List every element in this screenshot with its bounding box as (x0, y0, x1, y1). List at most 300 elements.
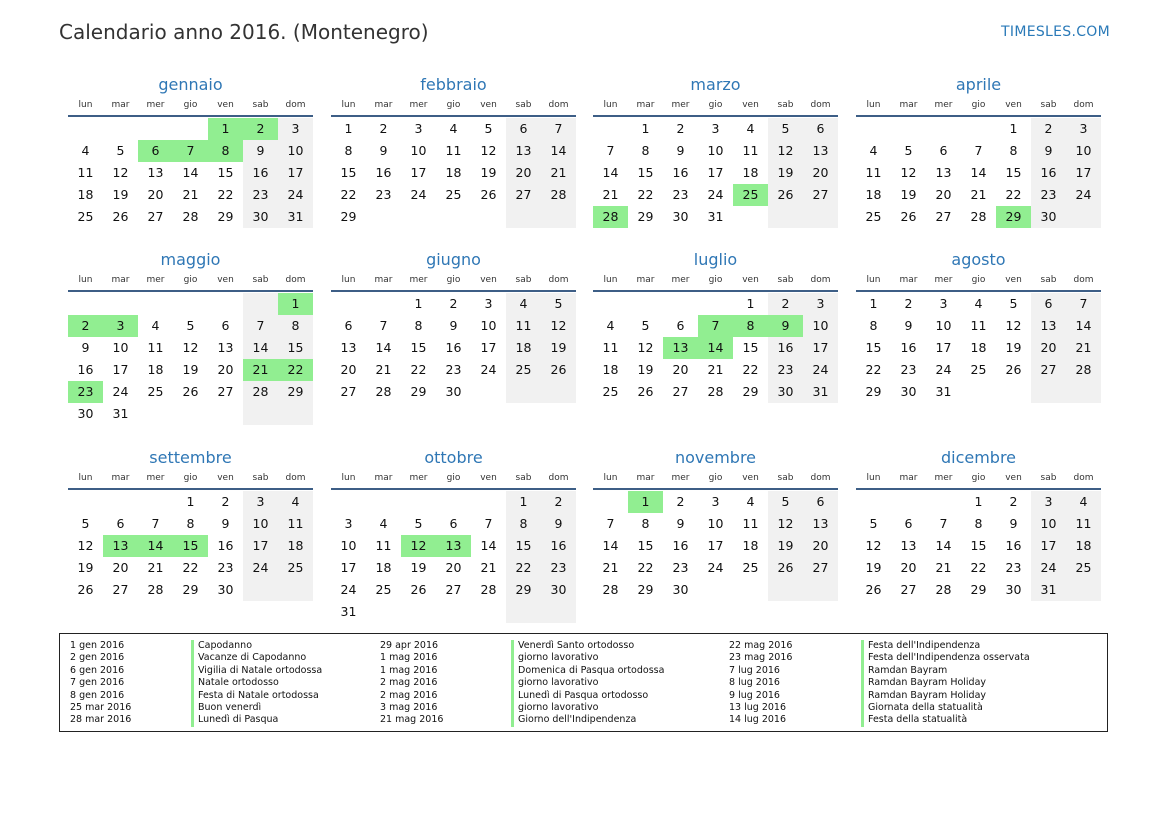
day-cell: 10 (278, 140, 313, 162)
day-cell: 16 (445, 340, 462, 355)
holiday-date: 28 mar 2016 (70, 714, 132, 726)
day-cell: 17 (803, 337, 838, 359)
weekday-label: ven (742, 473, 759, 483)
day-cell: 4 (379, 516, 388, 531)
empty-cell (436, 206, 471, 228)
empty-cell (366, 601, 401, 623)
holiday-date: 7 gen 2016 (70, 677, 125, 689)
day-grid (331, 491, 576, 623)
day-cell: 9 (676, 516, 685, 531)
day-cell: 16 (217, 538, 234, 553)
empty-cell (663, 293, 698, 315)
weekday-header (856, 472, 1101, 490)
day-cell: 21 (602, 560, 619, 575)
holiday-name: Festa di Natale ortodossa (191, 690, 319, 702)
day-cell: 25 (865, 209, 882, 224)
weekday-label: ven (480, 275, 497, 285)
month-settembre (68, 447, 313, 601)
month-name: agosto (951, 250, 1006, 269)
holiday-name: Buon venerdì (191, 702, 261, 714)
day-cell: 3 (1031, 491, 1066, 513)
day-cell: 20 (935, 187, 952, 202)
empty-cell (768, 579, 803, 601)
day-cell: 16 (900, 340, 917, 355)
day-cell: 4 (746, 494, 755, 509)
weekday-label: mar (111, 100, 130, 110)
day-cell: 23 (672, 560, 689, 575)
day-cell: 11 (742, 143, 759, 158)
weekday-label: sab (252, 100, 269, 110)
empty-cell (593, 491, 628, 513)
weekday-label: sab (515, 100, 532, 110)
day-cell: 7 (243, 315, 278, 337)
day-cell: 28 (182, 209, 199, 224)
day-cell: 15 (742, 340, 759, 355)
empty-cell (138, 403, 173, 425)
day-cell: 5 (81, 516, 90, 531)
weekday-label: gio (446, 100, 461, 110)
day-grid (331, 118, 576, 228)
day-cell: 18 (970, 340, 987, 355)
holiday-date: 1 mag 2016 (380, 652, 438, 664)
holiday-date: 2 mag 2016 (380, 677, 438, 689)
day-cell: 24 (1066, 184, 1101, 206)
day-cell: 13 (935, 165, 952, 180)
day-cell: 13 (147, 165, 164, 180)
day-cell: 18 (77, 187, 94, 202)
day-cell: 15 (410, 340, 427, 355)
day-cell: 10 (243, 513, 278, 535)
weekday-label: gio (446, 473, 461, 483)
day-cell: 21 (182, 187, 199, 202)
day-grid (856, 293, 1101, 403)
weekday-label: mar (111, 275, 130, 285)
day-cell: 22 (970, 560, 987, 575)
weekday-label: ven (480, 473, 497, 483)
day-cell: 11 (375, 538, 392, 553)
day-cell: 18 (506, 337, 541, 359)
weekday-label: sab (1040, 275, 1057, 285)
day-cell: 17 (243, 535, 278, 557)
weekday-label: mer (409, 100, 428, 110)
holiday-day-cell: 13 (436, 535, 471, 557)
empty-cell (68, 118, 103, 140)
day-cell: 22 (217, 187, 234, 202)
day-cell: 17 (935, 340, 952, 355)
weekday-label: lun (78, 473, 93, 483)
day-cell: 15 (506, 535, 541, 557)
holiday-day-cell: 15 (173, 535, 208, 557)
day-cell: 11 (147, 340, 164, 355)
holiday-name: Ramdan Bayram Holiday (861, 690, 986, 702)
day-cell: 21 (970, 187, 987, 202)
day-cell: 24 (410, 187, 427, 202)
day-cell: 26 (768, 557, 803, 579)
day-cell: 20 (803, 162, 838, 184)
empty-cell (366, 206, 401, 228)
holiday-day-cell: 23 (68, 381, 103, 403)
day-cell: 11 (970, 318, 987, 333)
day-cell: 30 (445, 384, 462, 399)
weekday-label: mar (899, 473, 918, 483)
day-cell: 2 (676, 494, 685, 509)
empty-cell (698, 579, 733, 601)
day-cell: 19 (112, 187, 129, 202)
day-cell: 12 (541, 315, 576, 337)
holiday-name: giorno lavorativo (511, 677, 599, 689)
holiday-name: Festa dell'Indipendenza (861, 640, 980, 652)
weekday-label: mar (374, 100, 393, 110)
weekday-label: mar (111, 473, 130, 483)
day-cell: 15 (340, 165, 357, 180)
day-cell: 5 (904, 143, 913, 158)
day-cell: 12 (900, 165, 917, 180)
day-cell: 3 (711, 121, 720, 136)
day-cell: 26 (480, 187, 497, 202)
weekday-label: mer (671, 275, 690, 285)
day-cell: 16 (1005, 538, 1022, 553)
day-cell: 15 (637, 538, 654, 553)
holiday-day-cell: 13 (103, 535, 138, 557)
weekday-header (593, 99, 838, 117)
weekday-label: mer (934, 275, 953, 285)
day-cell: 12 (480, 143, 497, 158)
day-cell: 18 (742, 165, 759, 180)
day-cell: 10 (935, 318, 952, 333)
day-cell: 3 (484, 296, 493, 311)
day-cell: 17 (278, 162, 313, 184)
month-agosto (856, 249, 1101, 403)
day-cell: 19 (182, 362, 199, 377)
day-cell: 29 (182, 582, 199, 597)
day-cell: 22 (742, 362, 759, 377)
day-cell: 29 (340, 209, 357, 224)
day-cell: 20 (340, 362, 357, 377)
day-cell: 8 (186, 516, 195, 531)
day-cell: 10 (1066, 140, 1101, 162)
day-cell: 20 (900, 560, 917, 575)
day-cell: 24 (707, 560, 724, 575)
weekday-header (68, 274, 313, 292)
day-cell: 23 (672, 187, 689, 202)
weekday-label: dom (810, 473, 831, 483)
day-cell: 19 (410, 560, 427, 575)
weekday-label: sab (515, 275, 532, 285)
weekday-label: dom (1073, 100, 1094, 110)
day-cell: 14 (935, 538, 952, 553)
day-cell: 25 (77, 209, 94, 224)
day-cell: 15 (217, 165, 234, 180)
day-cell: 15 (278, 337, 313, 359)
day-cell: 31 (112, 406, 129, 421)
empty-cell (366, 491, 401, 513)
empty-cell (541, 601, 576, 623)
holiday-name: Lunedì di Pasqua (191, 714, 278, 726)
empty-cell (173, 293, 208, 315)
holiday-date: 14 lug 2016 (729, 714, 786, 726)
day-cell: 24 (707, 187, 724, 202)
day-cell: 9 (449, 318, 458, 333)
day-cell: 26 (637, 384, 654, 399)
day-cell: 5 (186, 318, 195, 333)
day-cell: 14 (541, 140, 576, 162)
day-cell: 30 (1005, 582, 1022, 597)
day-cell: 15 (1005, 165, 1022, 180)
day-cell: 7 (484, 516, 493, 531)
empty-cell (243, 403, 278, 425)
weekday-label: lun (603, 473, 618, 483)
day-cell: 2 (379, 121, 388, 136)
day-cell: 10 (707, 143, 724, 158)
page-title: Calendario anno 2016. (Montenegro) (59, 20, 429, 44)
day-cell: 23 (1005, 560, 1022, 575)
month-maggio (68, 249, 313, 425)
holiday-name: Ramdan Bayram (861, 665, 947, 677)
day-cell: 4 (869, 143, 878, 158)
day-cell: 26 (182, 384, 199, 399)
holiday-name: Venerdì Santo ortodosso (511, 640, 634, 652)
weekday-label: dom (810, 275, 831, 285)
day-cell: 27 (1031, 359, 1066, 381)
day-cell: 26 (900, 209, 917, 224)
weekday-label: gio (708, 275, 723, 285)
holiday-day-cell: 14 (138, 535, 173, 557)
day-cell: 2 (449, 296, 458, 311)
day-cell: 4 (278, 491, 313, 513)
weekday-label: ven (217, 100, 234, 110)
day-cell: 4 (746, 121, 755, 136)
empty-cell (803, 579, 838, 601)
day-cell: 2 (904, 296, 913, 311)
day-cell: 30 (217, 582, 234, 597)
holiday-name: giorno lavorativo (511, 702, 599, 714)
weekday-label: gio (183, 275, 198, 285)
day-cell: 6 (449, 516, 458, 531)
day-cell: 6 (506, 118, 541, 140)
day-cell: 30 (768, 381, 803, 403)
day-cell: 1 (746, 296, 755, 311)
day-cell: 16 (672, 538, 689, 553)
day-cell: 17 (480, 340, 497, 355)
day-cell: 6 (803, 118, 838, 140)
holiday-name: giorno lavorativo (511, 652, 599, 664)
weekday-label: mar (636, 100, 655, 110)
holiday-name: Festa della statualità (861, 714, 967, 726)
day-cell: 20 (506, 162, 541, 184)
empty-cell (436, 601, 471, 623)
day-cell: 10 (340, 538, 357, 553)
empty-cell (541, 206, 576, 228)
weekday-label: lun (341, 275, 356, 285)
day-cell: 4 (151, 318, 160, 333)
weekday-label: lun (866, 473, 881, 483)
day-cell: 23 (900, 362, 917, 377)
day-cell: 3 (278, 118, 313, 140)
holiday-date: 1 mag 2016 (380, 664, 438, 676)
day-cell: 13 (803, 140, 838, 162)
day-cell: 2 (221, 494, 230, 509)
empty-cell (593, 293, 628, 315)
weekday-header (856, 99, 1101, 117)
weekday-label: lun (866, 275, 881, 285)
weekday-label: ven (217, 473, 234, 483)
day-cell: 24 (480, 362, 497, 377)
weekday-label: ven (742, 100, 759, 110)
empty-cell (1066, 381, 1101, 403)
holiday-day-cell: 2 (68, 315, 103, 337)
day-cell: 25 (970, 362, 987, 377)
day-cell: 10 (803, 315, 838, 337)
day-cell: 5 (1009, 296, 1018, 311)
weekday-label: ven (1005, 473, 1022, 483)
day-cell: 16 (1031, 162, 1066, 184)
day-cell: 24 (243, 557, 278, 579)
empty-cell (331, 491, 366, 513)
day-cell: 13 (340, 340, 357, 355)
month-name: settembre (149, 448, 232, 467)
day-cell: 29 (506, 579, 541, 601)
empty-cell (471, 491, 506, 513)
day-cell: 9 (243, 140, 278, 162)
holiday-date: 6 gen 2016 (70, 664, 125, 676)
weekday-label: mar (899, 100, 918, 110)
weekday-header (593, 274, 838, 292)
weekday-label: sab (252, 275, 269, 285)
day-cell: 26 (768, 184, 803, 206)
day-cell: 31 (1031, 579, 1066, 601)
day-cell: 27 (935, 209, 952, 224)
month-marzo (593, 74, 838, 228)
day-cell: 19 (768, 535, 803, 557)
empty-cell (68, 491, 103, 513)
day-cell: 14 (375, 340, 392, 355)
day-grid (331, 293, 576, 403)
day-cell: 18 (602, 362, 619, 377)
day-cell: 7 (379, 318, 388, 333)
weekday-label: mer (146, 473, 165, 483)
day-cell: 27 (803, 557, 838, 579)
weekday-header (593, 472, 838, 490)
day-cell: 16 (243, 162, 278, 184)
weekday-label: mer (671, 473, 690, 483)
day-cell: 5 (768, 118, 803, 140)
month-febbraio (331, 74, 576, 228)
day-cell: 17 (1031, 535, 1066, 557)
month-novembre (593, 447, 838, 601)
day-cell: 6 (904, 516, 913, 531)
day-cell: 14 (182, 165, 199, 180)
month-name: luglio (693, 250, 738, 269)
day-cell: 19 (637, 362, 654, 377)
empty-cell (1066, 579, 1101, 601)
day-grid (593, 118, 838, 228)
holiday-date: 22 mag 2016 (729, 640, 793, 651)
day-cell: 9 (541, 513, 576, 535)
day-cell: 26 (77, 582, 94, 597)
day-cell: 12 (637, 340, 654, 355)
day-cell: 22 (637, 187, 654, 202)
holiday-name: Natale ortodosso (191, 677, 279, 689)
brand-link[interactable]: TIMESLES.COM (1001, 24, 1110, 40)
weekday-label: mer (934, 473, 953, 483)
weekday-label: lun (341, 100, 356, 110)
weekday-label: sab (515, 473, 532, 483)
holiday-date: 29 apr 2016 (380, 640, 439, 651)
day-cell: 6 (116, 516, 125, 531)
day-cell: 20 (445, 560, 462, 575)
empty-cell (208, 403, 243, 425)
day-cell: 2 (1009, 494, 1018, 509)
day-cell: 8 (641, 143, 650, 158)
empty-cell (243, 579, 278, 601)
day-cell: 22 (410, 362, 427, 377)
day-cell: 9 (379, 143, 388, 158)
day-cell: 10 (410, 143, 427, 158)
day-cell: 9 (676, 143, 685, 158)
weekday-label: gio (971, 275, 986, 285)
day-cell: 8 (344, 143, 353, 158)
month-name: novembre (674, 448, 757, 467)
day-cell: 25 (278, 557, 313, 579)
day-cell: 17 (410, 165, 427, 180)
empty-cell (68, 293, 103, 315)
weekday-header (68, 99, 313, 117)
day-cell: 17 (707, 538, 724, 553)
day-cell: 12 (768, 513, 803, 535)
holiday-date: 7 lug 2016 (729, 664, 780, 676)
day-cell: 13 (506, 140, 541, 162)
weekday-label: mar (636, 275, 655, 285)
day-cell: 12 (182, 340, 199, 355)
holiday-day-cell: 1 (278, 293, 313, 315)
weekday-label: dom (548, 100, 569, 110)
empty-cell (138, 491, 173, 513)
empty-cell (996, 381, 1031, 403)
day-cell: 9 (904, 318, 913, 333)
day-cell: 1 (1009, 121, 1018, 136)
day-cell: 7 (974, 143, 983, 158)
day-cell: 18 (865, 187, 882, 202)
day-cell: 29 (278, 381, 313, 403)
empty-cell (471, 601, 506, 623)
day-cell: 25 (445, 187, 462, 202)
day-cell: 19 (865, 560, 882, 575)
day-cell: 18 (445, 165, 462, 180)
day-cell: 1 (414, 296, 423, 311)
weekday-label: lun (603, 100, 618, 110)
month-dicembre (856, 447, 1101, 601)
empty-cell (891, 118, 926, 140)
day-cell: 15 (637, 165, 654, 180)
day-cell: 5 (484, 121, 493, 136)
day-cell: 15 (865, 340, 882, 355)
weekday-label: sab (1040, 100, 1057, 110)
day-cell: 1 (186, 494, 195, 509)
day-cell: 9 (1031, 140, 1066, 162)
holiday-date: 1 gen 2016 (70, 640, 125, 651)
day-cell: 28 (243, 381, 278, 403)
weekday-label: ven (1005, 100, 1022, 110)
day-cell: 4 (506, 293, 541, 315)
holiday-day-cell: 22 (278, 359, 313, 381)
holiday-day-cell: 7 (698, 315, 733, 337)
day-cell: 28 (541, 184, 576, 206)
day-cell: 24 (278, 184, 313, 206)
day-cell: 11 (445, 143, 462, 158)
holiday-date: 25 mar 2016 (70, 701, 132, 713)
weekday-label: gio (183, 100, 198, 110)
holiday-day-cell: 28 (593, 206, 628, 228)
